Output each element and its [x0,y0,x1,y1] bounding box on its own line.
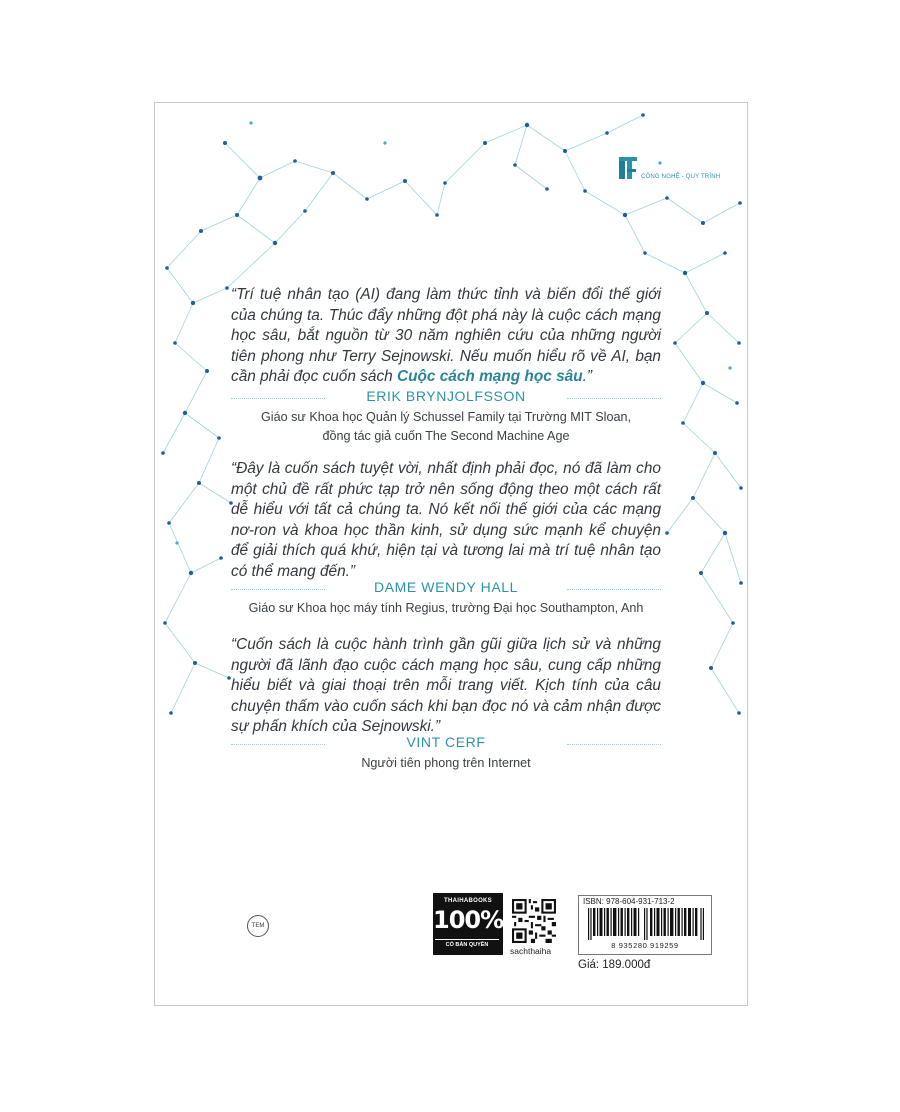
tem-stamp: TEM [247,915,269,937]
reviewer-role-3: Người tiên phong trên Internet [361,756,531,770]
divider-left [231,398,325,399]
divider-left [231,744,325,745]
reviewer-name-3: VINT CERF [406,734,486,750]
book-title-bold: Cuộc cách mạng học sâu [397,368,583,386]
reviewer-name-2: DAME WENDY HALL [373,579,519,595]
review-quote-3: “Cuốn sách là cuộc hành trình gần gũi giữa lịch sử và những người đã lãnh đạo cuộc cách mạng học sâu, cung cấp những hiểu biết và giai thoại trên mỗi trang viết. Kịch tính của câu chuyện thấm vào cuốn sách khi bạn đọc nó và cảm nhận được sự phấn khích của Sejnowski.” [231,636,661,736]
divider-right [567,398,661,399]
badge-text: CÓ BẢN QUYỀN [435,939,499,948]
publisher-logo-icon [617,155,639,183]
copyright-badge [433,893,503,955]
isbn-barcode [578,895,712,955]
review-quote-1: “Trí tuệ nhân tạo (AI) đang làm thức tỉnh và biến đổi thế giới của chúng ta. Thúc đẩy những đột phá này là cuộc cách mạng học sâu, bắt nguồn từ 30 năm nghiên cứu của những người tiên phong như Terry Sejnowski. Nếu muốn hiểu rõ về AI, bạn cần phải đọc cuốn sách Cuộc cách mạng học sâu.” [231,286,661,386]
reviewer-role-2: Giáo sư Khoa học máy tính Regius, trường Đại học Southampton, Anh [248,601,644,615]
reviewer-role-1: Giáo sư Khoa học Quản lý Schussel Family tại Trường MIT Sloan, đồng tác giả cuốn The Second Machine Age [261,410,631,443]
book-back-cover [154,102,748,1006]
divider-right [567,589,661,590]
badge-percent: 100% [433,906,504,934]
qr-code-icon [512,899,556,943]
barcode-number: 8 935280 919259 [611,941,679,950]
isbn-number: ISBN: 978-604-931-713-2 [583,897,675,906]
reviewer-name-1: ERIK BRYNJOLFSSON [366,388,526,404]
divider-right [567,744,661,745]
price-label: Giá: 189.000đ [578,959,651,971]
barcode-icon [588,908,704,940]
review-quote-2: “Đây là cuốn sách tuyệt vời, nhất định phải đọc, nó đã làm cho một chủ đề rất phức tạp trở nên sống động theo một cách rất dễ hiểu với tất cả chúng ta. Nó kết nối thế giới của các mạng nơ-ron và khoa học thần kinh, sử dụng sức mạnh kể chuyện để giải thích quá khứ, hiện tại và tương lai mà trí tuệ nhân tạo có thể mang đến.” [231,460,661,580]
publisher-logo [617,155,737,185]
divider-left [231,589,325,590]
publisher-category: CÔNG NGHỆ - QUY TRÌNH [641,174,721,180]
badge-brand: THAIHABOOKS [444,898,492,904]
qr-label: sachthaiha [510,946,552,956]
